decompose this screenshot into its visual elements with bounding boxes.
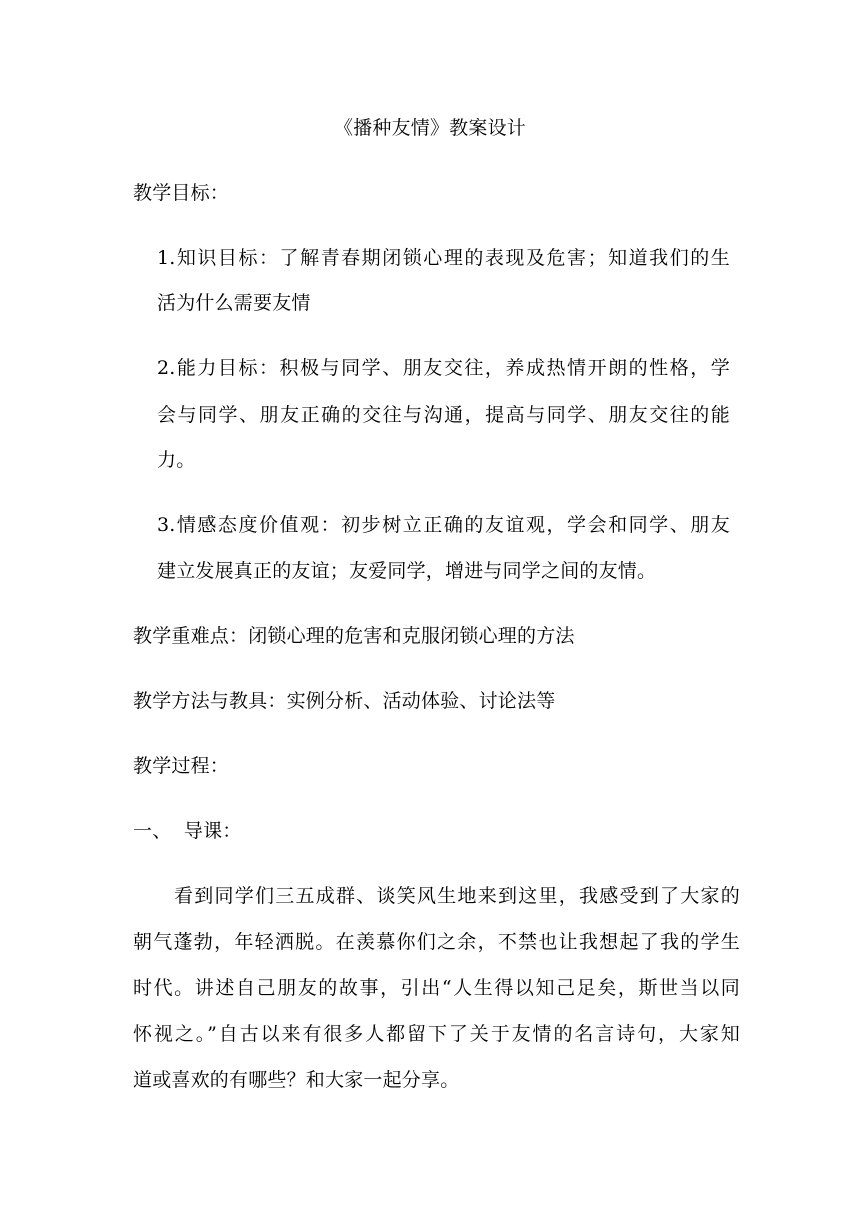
intro-paragraph-line-2: 朝气蓬勃，年轻洒脱。在羡慕你们之余，不禁也让我想起了我的学生	[133, 931, 740, 953]
key-points: 教学重难点：闭锁心理的危害和克服闭锁心理的方法	[133, 625, 575, 647]
section-one-heading: 一、 导课：	[133, 820, 242, 842]
objective-1-line-2: 活为什么需要友情	[157, 292, 311, 314]
objective-3-line-1: 3.情感态度价值观：初步树立正确的友谊观，学会和同学、朋友	[157, 514, 730, 536]
objectives-heading: 教学目标：	[133, 182, 230, 204]
intro-paragraph-line-4: 怀视之。”自古以来有很多人都留下了关于友情的名言诗句，大家知	[133, 1023, 740, 1045]
objective-2-line-3: 力。	[157, 449, 196, 471]
objective-2-line-1: 2.能力目标：积极与同学、朋友交往，养成热情开朗的性格，学	[157, 357, 730, 379]
process-heading: 教学过程：	[133, 755, 230, 777]
intro-paragraph-line-5: 道或喜欢的有哪些？和大家一起分享。	[133, 1069, 460, 1091]
intro-paragraph-line-1: 看到同学们三五成群、谈笑风生地来到这里，我感受到了大家的	[174, 885, 740, 907]
objective-3-line-2: 建立发展真正的友谊；友爱同学，增进与同学之间的友情。	[157, 560, 657, 582]
objective-1-line-1: 1.知识目标：了解青春期闭锁心理的表现及危害；知道我们的生	[157, 247, 730, 269]
teaching-methods: 教学方法与教具：实例分析、活动体验、讨论法等	[133, 690, 556, 712]
intro-paragraph-line-3: 时代。讲述自己朋友的故事，引出“人生得以知己足矣，斯世当以同	[133, 977, 740, 999]
document-title: 《播种友情》教案设计	[333, 117, 526, 139]
objective-2-line-2: 会与同学、朋友正确的交往与沟通，提高与同学、朋友交往的能	[157, 404, 730, 426]
